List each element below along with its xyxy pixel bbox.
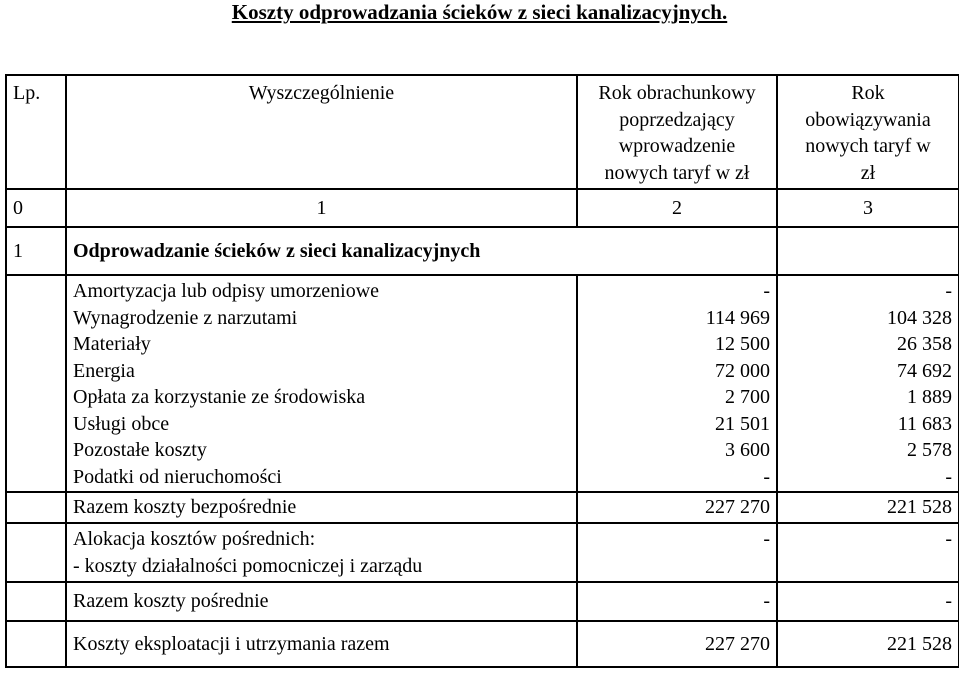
header-previous-year: Rok obrachunkowy poprzedzający wprowadzenie nowych taryf w zł <box>577 75 777 189</box>
grand-total-label: Koszty eksploatacji i utrzymania razem <box>66 621 577 667</box>
cost-item-label: Amortyzacja lub odpisy umorzeniowe <box>73 280 380 302</box>
column-number: 0 <box>6 189 66 227</box>
empty-cell <box>777 227 959 275</box>
cost-value: 11 683 <box>897 412 952 435</box>
column-number: 1 <box>66 189 577 227</box>
empty-cell <box>6 523 66 582</box>
cost-value: 21 501 <box>715 412 770 435</box>
cost-item-label: Wynagrodzenie z narzutami <box>73 306 298 329</box>
cost-value: 114 969 <box>705 306 770 329</box>
direct-costs-label: Razem koszty bezpośrednie <box>66 492 577 523</box>
indirect-allocation-row <box>6 523 959 582</box>
header-new-tariff-year: Rok obowiązywania nowych taryf w zł <box>777 75 959 189</box>
cost-item-label: Pozostałe koszty <box>73 439 207 461</box>
allocation-new: - <box>777 523 959 582</box>
cost-value: 2 578 <box>907 439 952 461</box>
cost-value: 26 358 <box>897 333 952 355</box>
document-title: Koszty odprowadzania ścieków z sieci kanalizacyjnych. <box>231 0 728 24</box>
allocation-sublabel: - koszty działalności pomocniczej i zarządu <box>73 555 423 577</box>
column-number: 3 <box>777 189 959 227</box>
section-row <box>6 227 959 275</box>
cost-item-label: Energia <box>73 359 135 382</box>
cost-items-row <box>6 275 959 492</box>
grand-total-row <box>6 621 959 667</box>
cost-value: 3 600 <box>725 439 770 461</box>
cost-value: - <box>763 280 770 302</box>
cost-item-label: Opłata za korzystanie ze środowiska <box>73 386 366 408</box>
table-header-row <box>6 75 959 189</box>
header-lp: Lp. <box>6 75 66 189</box>
cost-value: 12 500 <box>715 333 770 355</box>
cost-value: - <box>945 280 952 302</box>
cost-value: 1 889 <box>907 386 952 408</box>
cost-value: - <box>763 465 770 488</box>
cost-value: - <box>945 465 952 488</box>
cost-item-labels <box>66 275 577 492</box>
cost-value: 2 700 <box>725 386 770 408</box>
empty-cell <box>6 621 66 667</box>
cost-item-label: Usługi obce <box>73 412 170 435</box>
indirect-costs-new: - <box>777 582 959 621</box>
section-label: Odprowadzanie ścieków z sieci kanalizacyjnych <box>66 227 777 275</box>
cost-item-label: Materiały <box>73 333 151 355</box>
direct-costs-previous: 227 270 <box>577 492 777 523</box>
indirect-costs-total-row <box>6 582 959 621</box>
empty-cell <box>6 275 66 492</box>
column-number: 2 <box>577 189 777 227</box>
direct-costs-new: 221 528 <box>777 492 959 523</box>
cost-value: 72 000 <box>715 359 770 382</box>
empty-cell <box>6 492 66 523</box>
allocation-previous: - <box>577 523 777 582</box>
cost-item-previous-values <box>577 275 777 492</box>
section-number: 1 <box>6 227 66 275</box>
indirect-costs-previous: - <box>577 582 777 621</box>
header-description: Wyszczególnienie <box>66 75 577 189</box>
cost-item-label: Podatki od nieruchomości <box>73 465 282 488</box>
cost-value: 74 692 <box>897 359 952 382</box>
cost-value: 104 328 <box>887 306 952 329</box>
grand-total-previous: 227 270 <box>577 621 777 667</box>
direct-costs-total-row <box>6 492 959 523</box>
indirect-costs-label: Razem koszty pośrednie <box>66 582 577 621</box>
allocation-labels <box>66 523 577 582</box>
cost-table <box>5 74 959 668</box>
empty-cell <box>6 582 66 621</box>
cost-item-new-values <box>777 275 959 492</box>
column-numbering-row <box>6 189 959 227</box>
grand-total-new: 221 528 <box>777 621 959 667</box>
allocation-label: Alokacja kosztów pośrednich: <box>73 528 316 550</box>
